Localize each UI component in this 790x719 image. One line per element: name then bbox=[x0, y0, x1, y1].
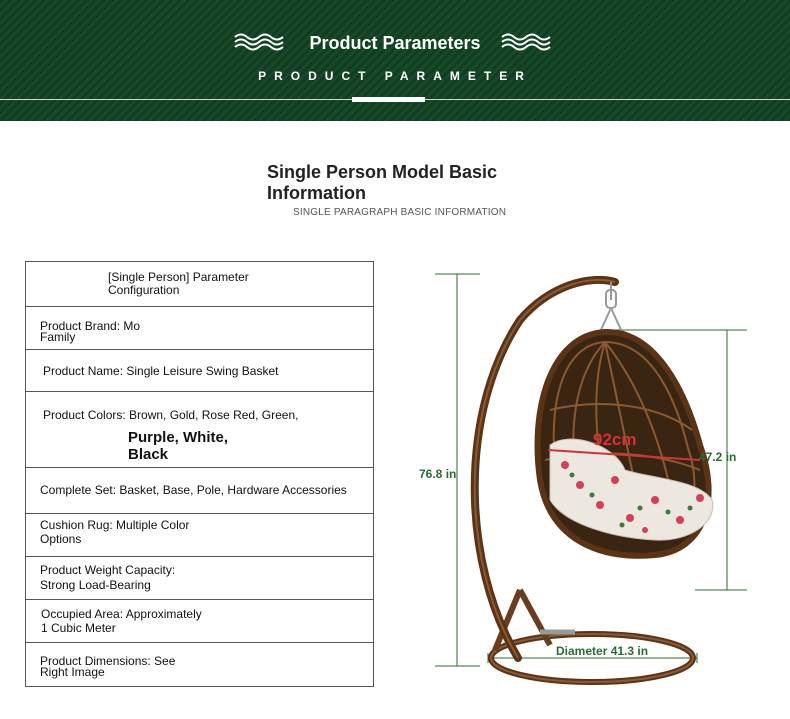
dimensions-line2: Right Image bbox=[40, 665, 105, 679]
diameter-label: Diameter 41.3 in bbox=[556, 644, 649, 658]
table-row-weight bbox=[25, 556, 374, 600]
banner-underline-accent bbox=[352, 97, 425, 102]
basket-width-label: 92cm bbox=[593, 430, 637, 449]
wave-decoration-icon bbox=[500, 32, 552, 52]
table-row-brand bbox=[25, 306, 374, 350]
brand-line1: Product Brand: Mo bbox=[40, 319, 141, 333]
table-row-area bbox=[25, 599, 374, 643]
table-row-colors bbox=[25, 391, 374, 468]
complete-set-text: Complete Set: Basket, Base, Pole, Hardware Accessories bbox=[40, 483, 347, 497]
banner-title: Product Parameters bbox=[309, 33, 481, 53]
brand-line2: Family bbox=[40, 330, 76, 344]
cushion-line1: Cushion Rug: Multiple Color bbox=[40, 518, 190, 532]
area-line2: 1 Cubic Meter bbox=[41, 621, 116, 635]
height-label: 76.8 in bbox=[419, 467, 457, 481]
parameter-table bbox=[25, 261, 376, 687]
section-subtitle: SINGLE PARAGRAPH BASIC INFORMATION bbox=[293, 207, 507, 218]
weight-line2: Strong Load-Bearing bbox=[40, 578, 151, 592]
cushion-line2: Options bbox=[40, 532, 82, 546]
table-row-header bbox=[25, 261, 374, 307]
table-header-line2: Configuration bbox=[108, 283, 180, 297]
basket-height-label: 47.2 in bbox=[699, 450, 737, 464]
table-row-set bbox=[25, 467, 374, 514]
product-name-text: Product Name: Single Leisure Swing Basket bbox=[43, 364, 279, 378]
swing-chair-image bbox=[400, 260, 790, 700]
header-banner bbox=[0, 0, 790, 121]
colors-line2: Purple, White, bbox=[128, 429, 229, 446]
banner-subtitle: PRODUCT PARAMETER bbox=[258, 69, 532, 83]
stand-base bbox=[491, 590, 693, 682]
weight-line1: Product Weight Capacity: bbox=[40, 563, 176, 577]
area-line1: Occupied Area: Approximately bbox=[41, 607, 202, 621]
colors-line3: Black bbox=[128, 446, 169, 463]
section-title: Single Person Model Basic Information bbox=[267, 162, 498, 203]
table-header-line1: [Single Person] Parameter bbox=[108, 270, 249, 284]
hanging-chain bbox=[600, 282, 622, 332]
dimensions-line1: Product Dimensions: See bbox=[40, 654, 176, 668]
colors-line1: Product Colors: Brown, Gold, Rose Red, Green, bbox=[43, 408, 299, 422]
table-row-dimensions bbox=[25, 642, 374, 687]
table-row-name bbox=[25, 349, 374, 392]
table-row-cushion bbox=[25, 513, 374, 557]
